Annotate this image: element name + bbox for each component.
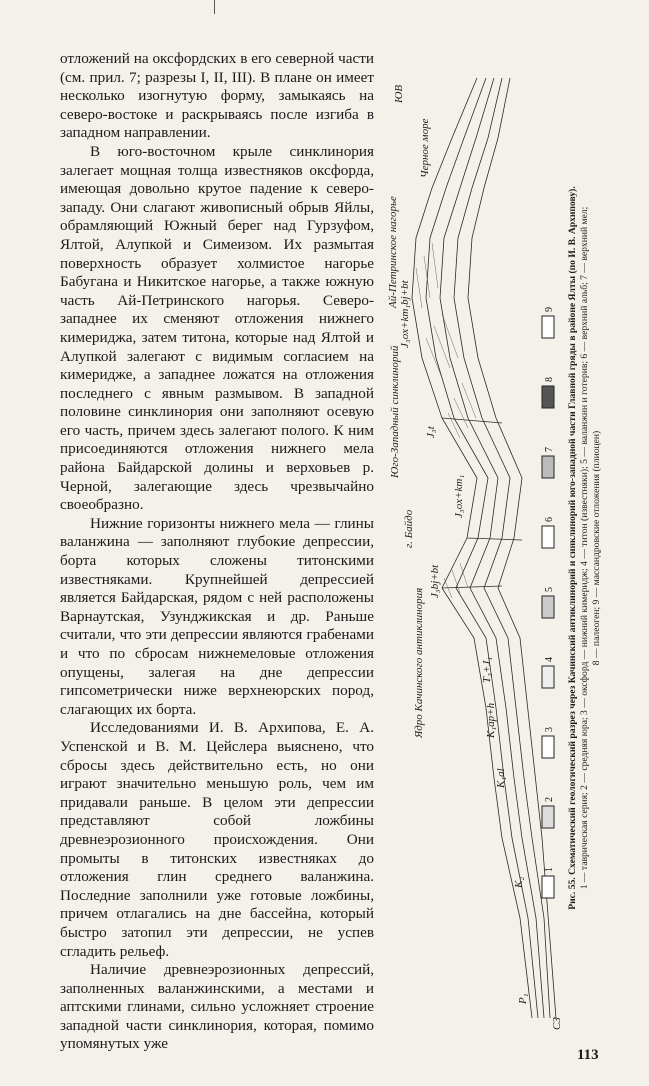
- caption-legend-line-1: 1 — таврическая серия; 2 — средняя юра; 3 — оксфорд — нижний кимеридж; 4 — титон (известняки); 5 — валанжин и готерив; 6 — верхний альб; 7 — верхний мел;: [579, 206, 590, 890]
- legend-4: 4: [544, 657, 555, 662]
- geologic-section: [382, 58, 562, 1038]
- figure-rotated-frame: [382, 58, 612, 1038]
- caption-title: Рис. 55. Схематический геологический разрез через Качинский антиклинорий и синклинорий юго-западной части Главной гряды в районе Ялты (по И. В. Архипову).: [567, 186, 578, 910]
- paragraph-3: Нижние горизонты нижнего мела — глины валанжина — заполняют глубокие депрессии, борта которых сложены титонскими известняками. Крупнейшей депрессией является Байдарская, рядом с ней расположены Варнаутская, Узунджикская и др. Раньше считали, что эти депрессии являются грабенами и что по сбросам нижнемеловые отложения опущены, залегая на дне депрессии гипсометрически ниже верхнеюрских пород, слагающих их борта.: [60, 514, 374, 718]
- legend-3: 3: [544, 727, 555, 732]
- label-sea: Черное море: [419, 118, 431, 178]
- figure-caption: [567, 58, 603, 1038]
- section-strata: [412, 78, 556, 1018]
- legend-6: 6: [544, 517, 555, 522]
- paragraph-1: отложений на оксфордских в его северной части (см. прил. 7; разрезы I, II, III). В плане он имеет несколько изогнутую форму, замыкаясь на северо-востоке и раскрываясь после изгиба в западном направлении.: [60, 50, 374, 142]
- label-j3d: J₃ox+km₁bj+bt: [399, 280, 411, 348]
- legend-7: 7: [544, 447, 555, 452]
- label-nw: СЗ: [551, 1017, 562, 1030]
- legend-9: 9: [544, 307, 555, 312]
- label-kachin: Ядро Качинского антиклинория: [413, 587, 425, 738]
- legend-5: 5: [544, 587, 555, 592]
- main-text-column: [60, 50, 374, 1054]
- label-k2: K₂: [513, 876, 525, 888]
- label-aipetri: Ай-Петринское нагорье: [387, 196, 399, 308]
- label-tj: T₃+J₁: [481, 656, 493, 683]
- label-p1: P₁: [517, 993, 529, 1004]
- page-number: 113: [577, 1047, 599, 1063]
- figure-55: [382, 58, 612, 1038]
- legend: [538, 58, 562, 1038]
- legend-1: 1: [544, 867, 555, 872]
- legend-8: 8: [544, 377, 555, 382]
- label-se: ЮВ: [393, 84, 405, 103]
- caption-legend-line-2: 8 — палеоген; 9 — массандровские отложения (плиоцен): [591, 430, 602, 666]
- label-k1al: K₁al: [495, 768, 507, 788]
- paragraph-5: Наличие древнеэрозионных депрессий, заполненных валанжинскими, а местами и аптскими глинами, сильно усложняет строение западной части синклинория, которая, помимо упомянутых уже: [60, 961, 374, 1053]
- label-j3c: J₃t: [425, 426, 437, 438]
- paragraph-4: Исследованиями И. В. Архипова, Е. А. Успенской и В. М. Цейслера выяснено, что сбросы здесь действительно есть, но они играют значительно меньшую роль, чем им придавали раньше. В целом эти депрессии представляют собой ложбины древнеэрозионного происхождения. Они промыты в титонских известняках до отложения глин среднего валанжина. Последние заполнили уже готовые ложбины, причем отлагались на дне бассейна, который быстро затопил эти депрессии, не успев сгладить рельеф.: [60, 719, 374, 960]
- label-synclin: Юго-Западный синклинорий: [389, 345, 401, 478]
- label-j3: J₃bj+bt: [429, 564, 441, 598]
- label-kap: K₁ap+h: [485, 702, 497, 738]
- legend-2: 2: [544, 797, 555, 802]
- scan-mark: [214, 0, 215, 14]
- label-baydar: г. Байдо: [403, 509, 415, 548]
- paragraph-2: В юго-восточном крыле синклинория залегает мощная толща известняков оксфорда, имеющая довольно крутое падение к северо-западу. Они слагают живописный обрыв Яйлы, обрамляющий Южный берег над Гурзуфом, Ялтой, Алупкой и Симеизом. Их размытая поверхность образует холмистое нагорье Бабугана и Никитское нагорье, а также южную часть Ай-Петринского нагорья. Северо-западнее их сменяют отложения нижнего кимериджа, затем титона, которые над Ялтой и Алупкой залегают с видимым согласием на кимеридже, а западнее ложатся на отложения последнего с явным размывом. В западной половине синклинория они заполняют осевую его часть, причем здесь залегают полого. К ним присоединяются отложения нижнего мела района Байдарской долины и верховьев р. Черной, залегающие здесь чрезвычайно своеобразно.: [60, 142, 374, 514]
- label-j3b: J₃ox+km₁: [453, 474, 465, 518]
- section-hatch: [416, 243, 476, 598]
